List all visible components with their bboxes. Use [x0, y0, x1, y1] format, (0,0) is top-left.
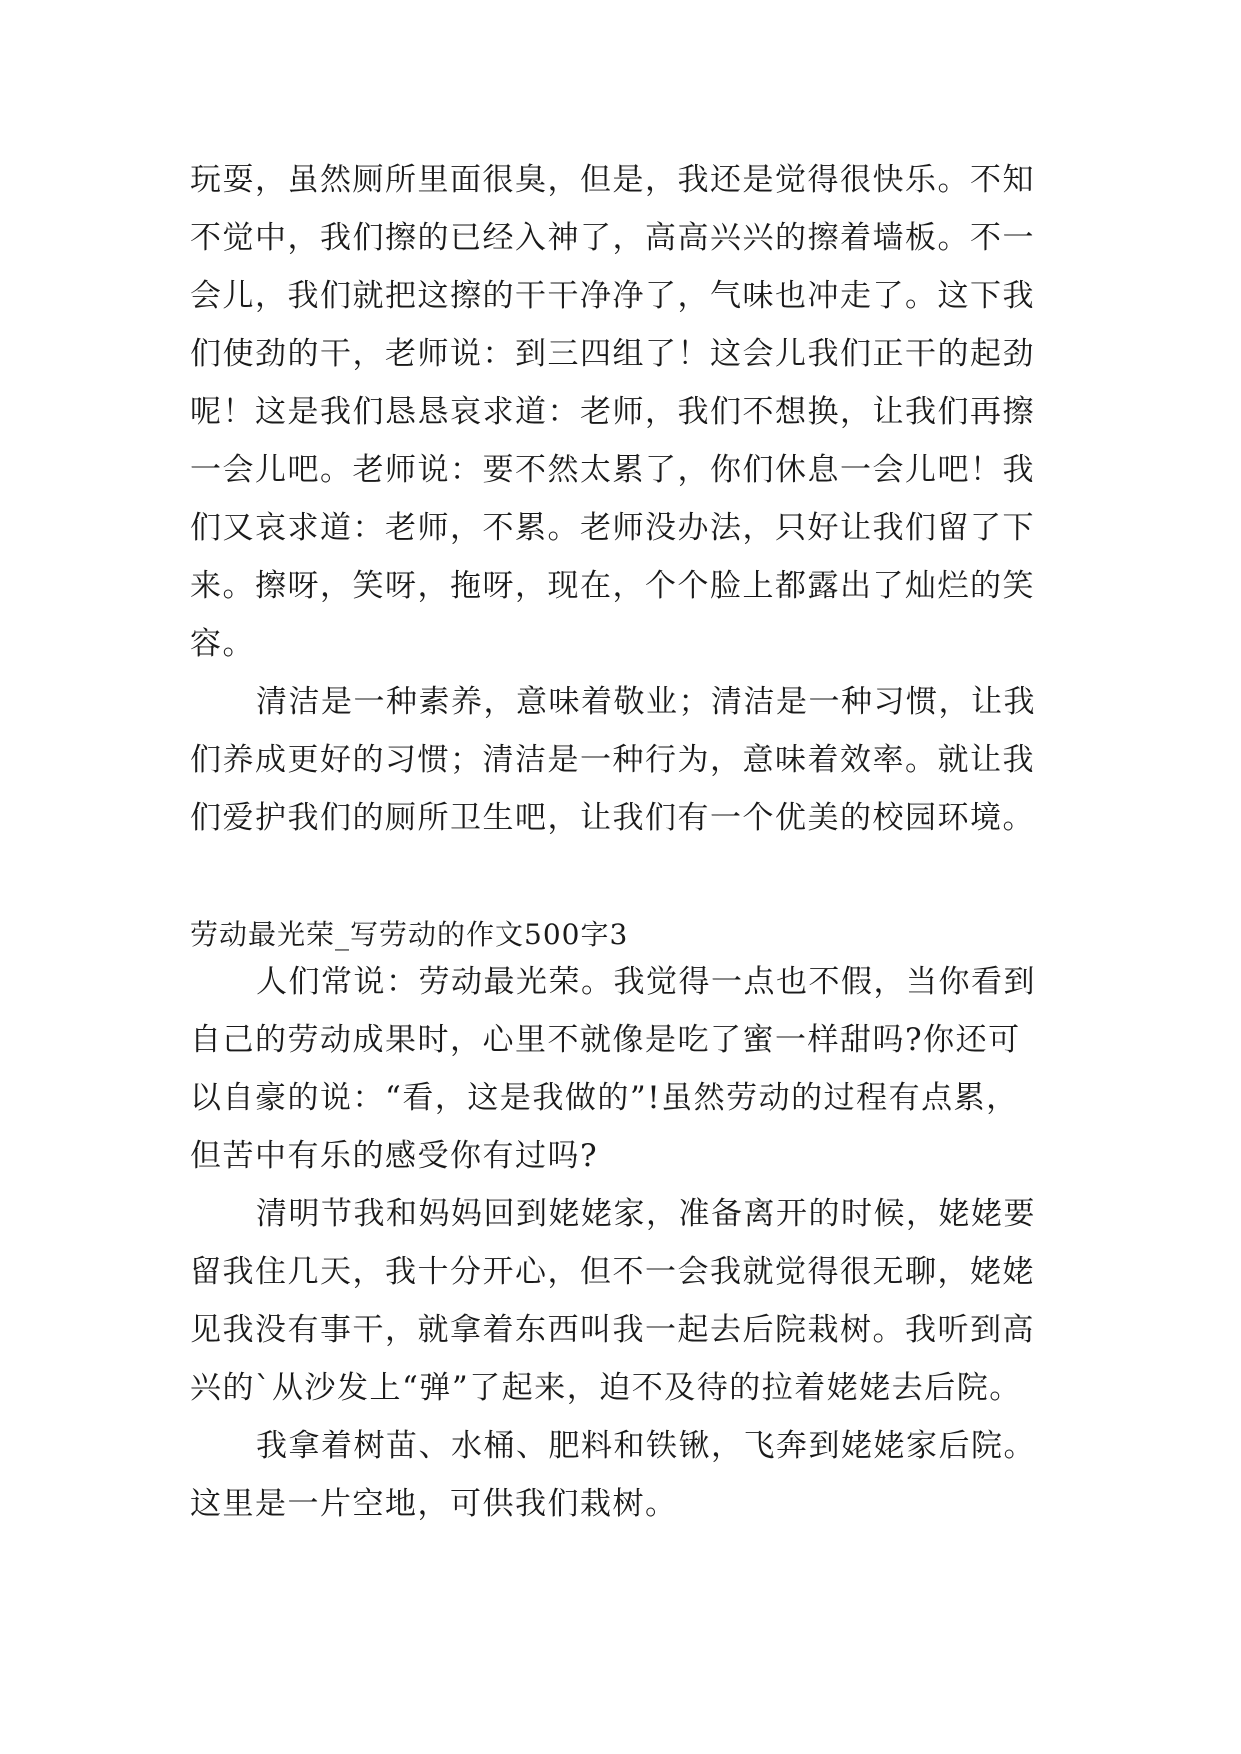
- text-line: 们养成更好的习惯；清洁是一种行为，意味着效率。就让我: [190, 742, 1035, 778]
- text-line: 来。擦呀，笑呀，拖呀，现在，个个脸上都露出了灿烂的笑: [190, 568, 1035, 604]
- section-heading: 劳动最光荣_写劳动的作文500字3: [190, 918, 629, 951]
- text-line: 以自豪的说：“看，这是我做的”!虽然劳动的过程有点累，: [190, 1080, 1019, 1116]
- text-line: 我拿着树苗、水桶、肥料和铁锹，飞奔到姥姥家后院。: [256, 1428, 1036, 1464]
- section-heading-block: [190, 915, 1050, 955]
- text-line: 们又哀求道：老师，不累。老师没办法，只好让我们留了下: [190, 510, 1035, 546]
- text-line: 们使劲的干，老师说：到三四组了！这会儿我们正干的起劲: [190, 336, 1035, 372]
- text-line: 容。: [190, 626, 255, 662]
- paragraph-1: [190, 151, 1050, 673]
- text-line: 一会儿吧。老师说：要不然太累了，你们休息一会儿吧！我: [190, 452, 1035, 488]
- text-line: 们爱护我们的厕所卫生吧，让我们有一个优美的校园环境。: [190, 800, 1035, 836]
- text-line: 见我没有事干，就拿着东西叫我一起去后院栽树。我听到高: [190, 1312, 1035, 1348]
- text-line: 兴的`从沙发上“弹”了起来，迫不及待的拉着姥姥去后院。: [190, 1370, 1022, 1406]
- paragraph-2: [190, 673, 1050, 847]
- text-line: 清洁是一种素养，意味着敬业；清洁是一种习惯，让我: [256, 684, 1036, 720]
- text-line: 这里是一片空地，可供我们栽树。: [190, 1486, 678, 1522]
- text-line: 人们常说：劳动最光荣。我觉得一点也不假，当你看到: [256, 964, 1036, 1000]
- text-line: 会儿，我们就把这擦的干干净净了，气味也冲走了。这下我: [190, 278, 1035, 314]
- text-line: 但苦中有乐的感受你有过吗?: [190, 1138, 599, 1174]
- text-line: 玩耍，虽然厕所里面很臭，但是，我还是觉得很快乐。不知: [190, 162, 1035, 198]
- section-paragraph-2: [190, 1185, 1050, 1417]
- text-line: 自己的劳动成果时，心里不就像是吃了蜜一样甜吗?你还可: [190, 1022, 1021, 1058]
- section-paragraph-3: [190, 1417, 1050, 1533]
- text-line: 清明节我和妈妈回到姥姥家，准备离开的时候，姥姥要: [256, 1196, 1036, 1232]
- text-line: 呢！这是我们恳恳哀求道：老师，我们不想换，让我们再擦: [190, 394, 1035, 430]
- text-line: 留我住几天，我十分开心，但不一会我就觉得很无聊，姥姥: [190, 1254, 1035, 1290]
- section-paragraph-1: [190, 953, 1050, 1185]
- text-line: 不觉中，我们擦的已经入神了，高高兴兴的擦着墙板。不一: [190, 220, 1035, 256]
